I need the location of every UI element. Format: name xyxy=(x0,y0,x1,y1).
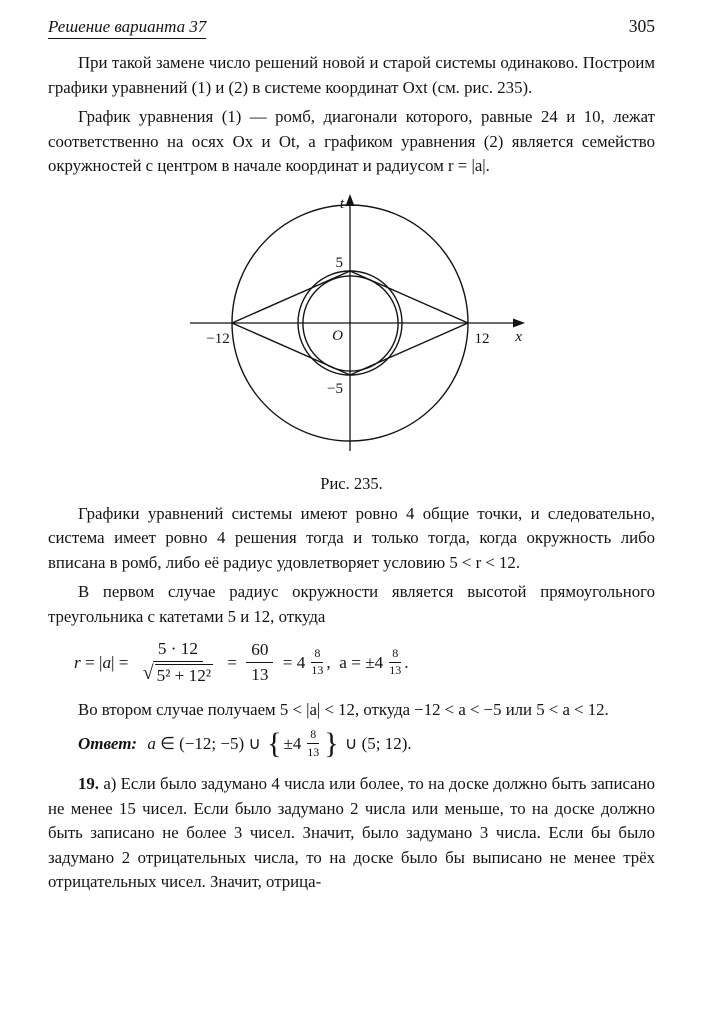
chapter-title: Решение варианта 37 xyxy=(48,17,206,39)
tick-label-5: 5 xyxy=(335,254,343,271)
formula-eq-2: = 4 xyxy=(278,652,306,672)
problem-number: 19. xyxy=(78,774,99,794)
formula-mid: , a = ±4 xyxy=(326,652,384,672)
answer-segment-1: ∈ (−12; −5) ∪ xyxy=(155,733,266,753)
open-brace: { xyxy=(267,726,282,760)
paragraph-3: Графики уравнений системы имеют ровно 4 общие точки, и следовательно, система имеет ровно 4 решения тогда и только тогда, когда окружность либо вписана в ромб, либо её радиус удовлетворяет условию 5 < r < 12. xyxy=(48,503,655,572)
mixed-1-denominator: 13 xyxy=(311,662,324,677)
mixed-1-numerator: 8 xyxy=(311,647,323,663)
running-header xyxy=(48,16,655,39)
tick-label-minus12: −12 xyxy=(205,330,230,347)
mixed-2-denominator: 13 xyxy=(389,662,402,677)
mixed-fraction-2 xyxy=(386,647,404,678)
answer-frac-denominator: 13 xyxy=(307,745,320,760)
t-axis-arrow-icon xyxy=(345,194,354,206)
x-axis-label: x xyxy=(514,328,522,345)
tick-label-minus5: −5 xyxy=(326,380,343,397)
formula-eq-1: = xyxy=(223,652,242,672)
answer-mixed-fraction xyxy=(304,727,322,760)
formula-var-r: r xyxy=(74,652,81,672)
radicand: 5² + 12² xyxy=(156,665,211,685)
sqrt-icon: √ xyxy=(142,661,154,684)
fraction-1 xyxy=(138,639,218,686)
paragraph-2: График уравнения (1) — ромб, диагонали которого, равные 24 и 10, лежат соответственно на осях Ox и Ot, а графиком уравнения (2) является семейство окружностей с центром в начале координат и радиусом r = |a|. xyxy=(48,107,655,176)
paragraph-19 xyxy=(48,772,655,895)
answer-pm: ±4 xyxy=(283,733,302,753)
fraction-1-numerator: 5 · 12 xyxy=(153,639,203,662)
page-number: 305 xyxy=(628,16,655,36)
paragraph-5: Во втором случае получаем 5 < |a| < 12, откуда −12 < a < −5 или 5 < a < 12. xyxy=(78,699,609,719)
formula-eq-a: = | xyxy=(80,652,103,672)
answer-frac-numerator: 8 xyxy=(307,727,319,744)
figure-235 xyxy=(48,193,655,494)
paragraph-1: При такой замене число решений новой и старой системы одинаково. Построим графики уравнений (1) и (2) в системе координат Oxt (см. рис. 235). xyxy=(48,53,655,97)
tick-label-12: 12 xyxy=(474,330,489,347)
mixed-fraction-1 xyxy=(308,647,326,678)
coordinate-diagram xyxy=(170,193,534,461)
formula-var-a: a xyxy=(102,652,112,672)
fraction-1-denominator xyxy=(138,662,218,686)
answer-segment-2: ∪ (5; 12). xyxy=(340,733,412,753)
answer-line xyxy=(78,727,655,760)
answer-label: Ответ: xyxy=(78,733,142,753)
t-axis-label: t xyxy=(339,195,344,212)
close-brace: } xyxy=(324,726,339,760)
fraction-2-denominator: 13 xyxy=(251,664,269,684)
figure-caption: Рис. 235. xyxy=(320,473,383,493)
formula-end: . xyxy=(404,652,409,672)
paragraph-4: В первом случае радиус окружности является высотой прямоугольного треугольника с катетами 5 и 12, откуда xyxy=(48,582,655,626)
answer-var-a: a xyxy=(147,733,156,753)
fraction-2 xyxy=(246,640,273,685)
radius-formula xyxy=(74,639,655,686)
formula-eq-b: | = xyxy=(111,652,133,672)
problem-text: а) Если было задумано 4 числа или более, то на доске должно быть записано не менее 15 чисел. Если было задумано 2 числа или меньше, то на доске должно быть записано не более 3 чисел. Значит, было задумано 3 числа. Если бы было задумано 2 отрицательных числа, то на доске было бы выписано не менее трёх отрицательных чисел. Значит, отрица- xyxy=(48,774,655,892)
origin-label: O xyxy=(331,327,343,344)
fraction-2-numerator: 60 xyxy=(246,640,273,663)
x-axis-arrow-icon xyxy=(513,318,525,327)
mixed-2-numerator: 8 xyxy=(389,647,401,663)
